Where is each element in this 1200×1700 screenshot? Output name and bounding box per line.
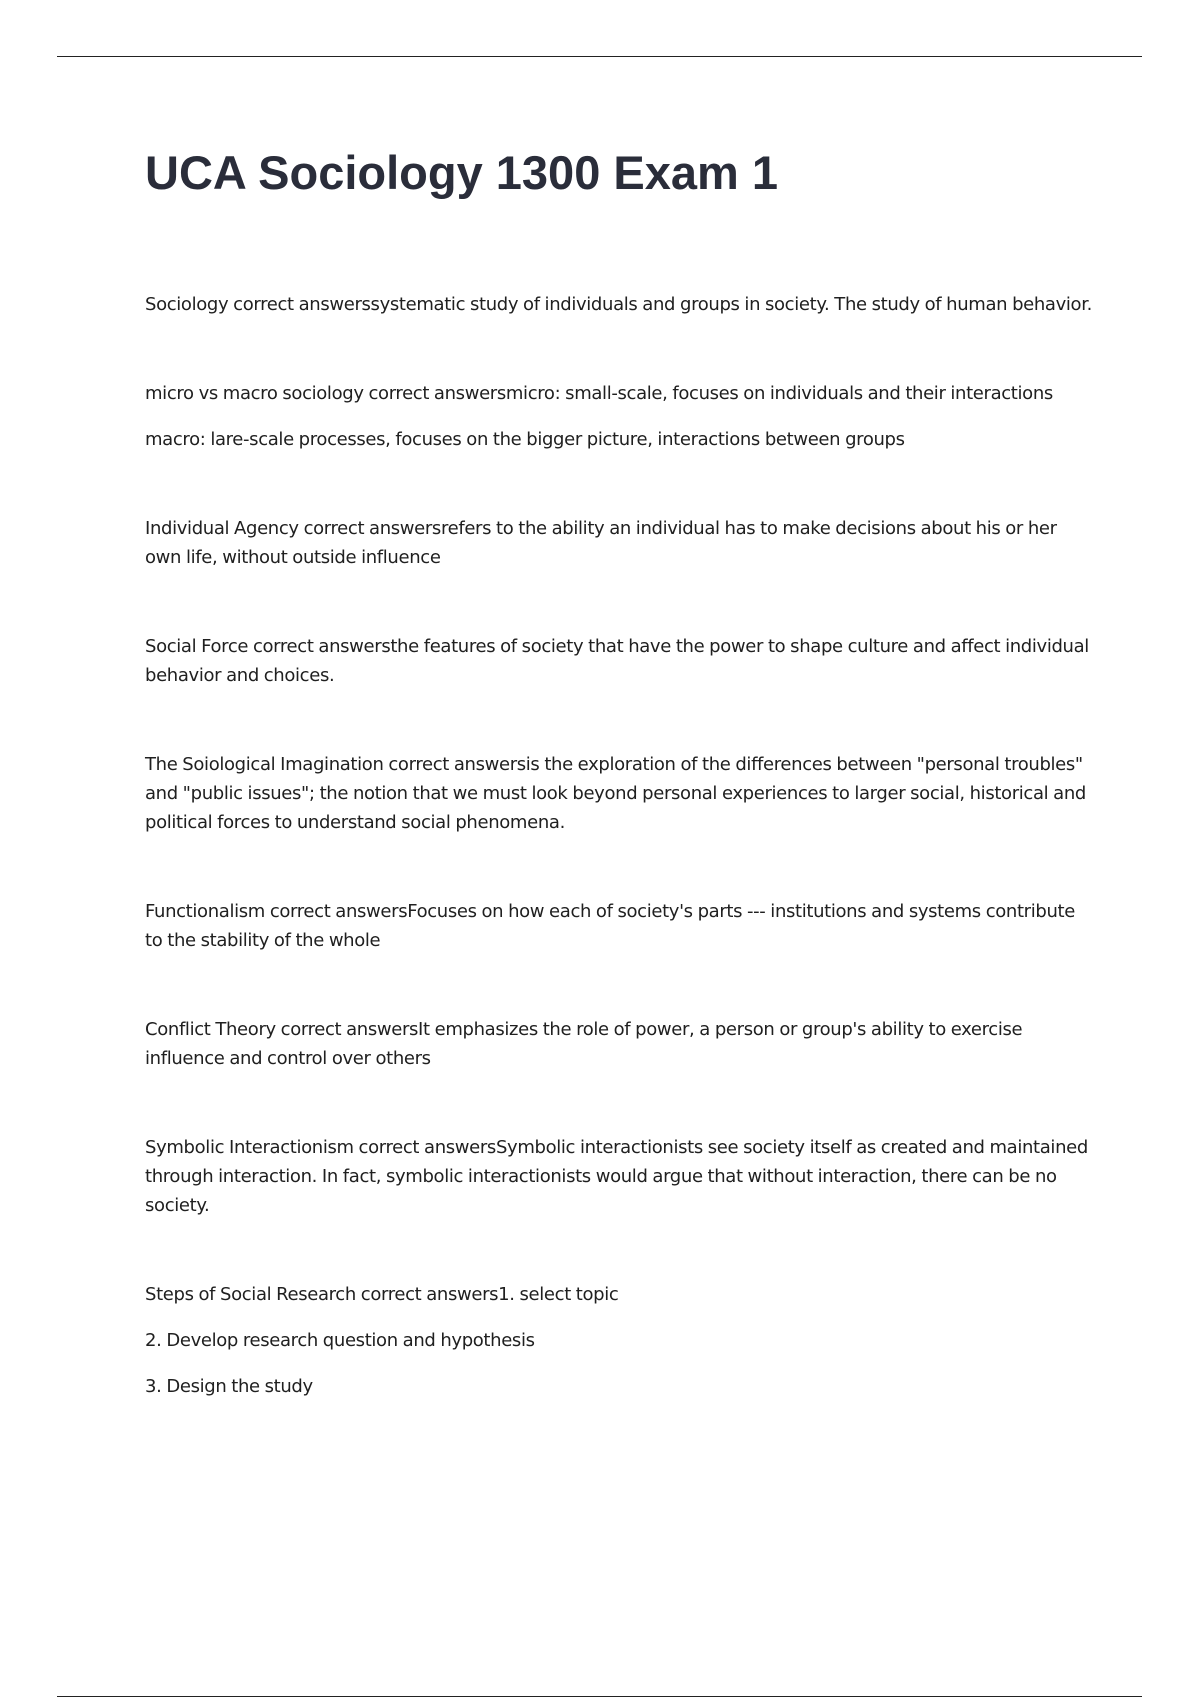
entry-text: macro: lare-scale processes, focuses on the bigger picture, interactions between groups — [145, 429, 905, 450]
entry-functionalism — [145, 897, 1095, 955]
document-body — [145, 290, 1095, 1461]
entry-steps-social-research — [145, 1280, 1095, 1401]
entry-social-force — [145, 632, 1095, 690]
entry-text: Social Force correct answersthe features of society that have the power to shape culture and affect individual behavior and choices. — [145, 636, 1089, 686]
entry-text: Steps of Social Research correct answers1. select topic — [145, 1284, 619, 1305]
entry-text: 2. Develop research question and hypothesis — [145, 1330, 535, 1351]
entry-individual-agency — [145, 514, 1095, 572]
entry-symbolic-interactionism — [145, 1133, 1095, 1220]
entry-text: Conflict Theory correct answersIt emphasizes the role of power, a person or group's ability to exercise influence and control over others — [145, 1019, 1023, 1069]
bottom-rule — [57, 1696, 1142, 1697]
entry-text: Sociology correct answerssystematic study of individuals and groups in society. The study of human behavior. — [145, 294, 1092, 315]
entry-text: micro vs macro sociology correct answersmicro: small-scale, focuses on individuals and their interactions — [145, 383, 1053, 404]
entry-text: Functionalism correct answersFocuses on how each of society's parts --- institutions and systems contribute to the stability of the whole — [145, 901, 1075, 951]
page-title: UCA Sociology 1300 Exam 1 — [145, 146, 779, 199]
entry-sociology — [145, 290, 1095, 319]
entry-micro-macro — [145, 379, 1095, 454]
entry-sociological-imagination — [145, 750, 1095, 837]
entry-text: Individual Agency correct answersrefers to the ability an individual has to make decisions about his or her own life, without outside influence — [145, 518, 1057, 568]
entry-text: 3. Design the study — [145, 1376, 313, 1397]
entry-text: The Soiological Imagination correct answersis the exploration of the differences between "personal troubles" and "public issues"; the notion that we must look beyond personal experiences to larger social, historical and political forces to understand social phenomena. — [145, 754, 1086, 833]
entry-conflict-theory — [145, 1015, 1095, 1073]
entry-text: Symbolic Interactionism correct answersSymbolic interactionists see society itself as created and maintained through interaction. In fact, symbolic interactionists would argue that without interaction, there can be no society. — [145, 1137, 1088, 1216]
top-rule — [57, 56, 1142, 57]
